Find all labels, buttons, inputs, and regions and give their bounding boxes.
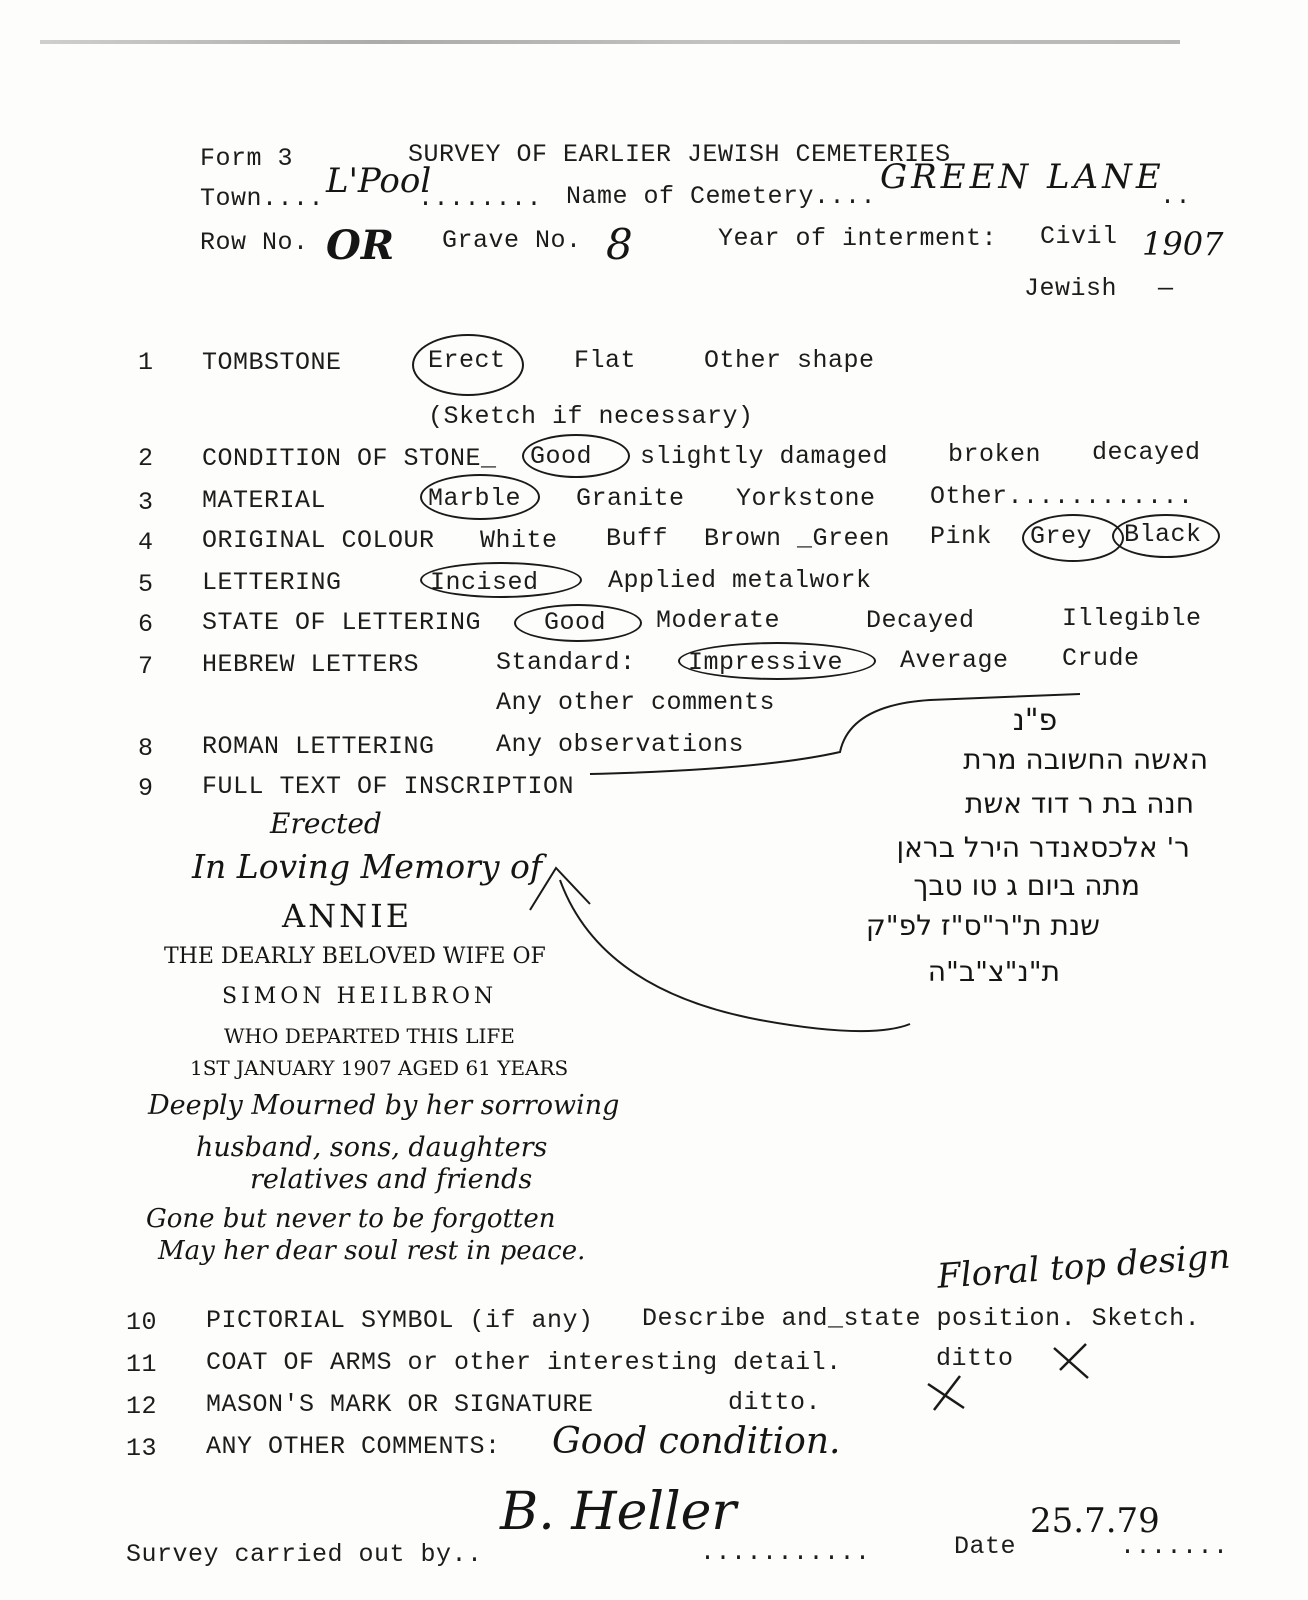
date-dots: .......	[1120, 1532, 1229, 1561]
item-9-label: FULL TEXT OF INSCRIPTION	[202, 772, 575, 801]
item-10-note: Describe and_state position. Sketch.	[642, 1304, 1201, 1333]
date-value: 25.7.79	[1030, 1501, 1160, 1541]
inscription-line-7: 1ST JANUARY 1907 AGED 61 YEARS	[190, 1056, 569, 1080]
inscription-line-2: In Loving Memory of	[192, 847, 543, 886]
jewish-value: —	[1158, 274, 1174, 303]
item-2-option-decayed: decayed	[1092, 438, 1201, 467]
inscription-line-1: Erected	[270, 807, 382, 840]
item-3-option-granite: Granite	[576, 484, 685, 513]
item-5-option-applied: Applied metalwork	[608, 566, 872, 595]
item-1-option-erect: Erect	[428, 346, 506, 375]
cemetery-value: GREEN LANE	[880, 157, 1165, 197]
item-3-option-yorkstone: Yorkstone	[736, 484, 876, 513]
item-13-handwritten: Good condition.	[552, 1421, 841, 1462]
inscription-line-9: husband, sons, daughters	[196, 1132, 548, 1163]
item-12-note: ditto.	[728, 1388, 822, 1417]
inscription-line-4: THE DEARLY BELOVED WIFE OF	[164, 944, 546, 969]
item-8-number: 8	[138, 734, 154, 763]
form-title: SURVEY OF EARLIER JEWISH CEMETERIES	[408, 140, 951, 169]
inscription-line-10: relatives and friends	[250, 1164, 533, 1195]
hebrew-line-6: שנת ת"ר"ס"ז לפ"ק	[865, 909, 1100, 942]
item-7-label: HEBREW LETTERS	[202, 650, 420, 679]
item-12-label: MASON'S MARK OR SIGNATURE	[206, 1390, 594, 1419]
item-6-option-decayed: Decayed	[866, 606, 975, 635]
inscription-line-5: SIMON HEILBRON	[222, 984, 498, 1009]
item-8-label: ROMAN LETTERING	[202, 732, 435, 761]
item-2-label: CONDITION OF STONE_	[202, 444, 497, 473]
item-1-option-other: Other shape	[704, 346, 875, 375]
jewish-label: Jewish	[1024, 274, 1118, 303]
item-1-note: (Sketch if necessary)	[428, 402, 754, 431]
survey-dots: ...........	[700, 1538, 871, 1567]
item-7-note: Any other comments	[496, 688, 776, 717]
date-label: Date	[954, 1532, 1017, 1561]
item-5-label: LETTERING	[202, 568, 342, 597]
item-4-label: ORIGINAL COLOUR	[202, 526, 435, 555]
hebrew-line-5: מתה ביום ג טו טבך	[913, 869, 1140, 902]
item-7-option-impressive: Impressive	[688, 648, 844, 677]
item-11-number: 11	[126, 1350, 158, 1379]
town-dots: ........	[418, 184, 543, 213]
item-4-option-grey: Grey	[1030, 522, 1093, 551]
civil-year-value: 1907	[1142, 225, 1224, 263]
item-7-option-average: Average	[900, 646, 1009, 675]
hebrew-line-1: פ"נ	[1012, 703, 1058, 738]
item-4-option-white: White	[480, 526, 558, 555]
arrow-head	[530, 868, 590, 910]
item-13-label: ANY OTHER COMMENTS:	[206, 1432, 501, 1461]
inscription-line-11: Gone but never to be forgotten	[146, 1204, 556, 1234]
inscription-line-8: Deeply Mourned by her sorrowing	[148, 1090, 620, 1121]
item-11-label: COAT OF ARMS or other interesting detail.	[206, 1348, 842, 1377]
item-1-number: 1	[138, 348, 154, 377]
inscription-line-3: ANNIE	[282, 897, 413, 935]
grave-value: 8	[606, 220, 633, 269]
item-6-label: STATE OF LETTERING	[202, 608, 482, 637]
item-6-number: 6	[138, 610, 154, 639]
item-12-number: 12	[126, 1392, 158, 1421]
item-2-option-slightly: slightly damaged	[640, 442, 889, 471]
item-2-number: 2	[138, 444, 154, 473]
inscription-line-6: WHO DEPARTED THIS LIFE	[224, 1024, 515, 1048]
item-11-note: ditto	[936, 1344, 1014, 1373]
survey-label: Survey carried out by..	[126, 1540, 483, 1569]
row-label: Row No.	[200, 228, 309, 257]
item-7-option-crude: Crude	[1062, 644, 1140, 673]
item-8-note: Any observations	[496, 730, 745, 759]
town-value: L'Pool	[326, 161, 432, 201]
cross-mark	[1054, 1344, 1088, 1378]
item-4-option-pink: Pink	[930, 522, 993, 551]
item-6-option-moderate: Moderate	[656, 606, 781, 635]
hebrew-line-3: חנה בת ר דוד אשת	[965, 787, 1194, 820]
row-value: OR	[326, 222, 395, 269]
item-3-number: 3	[138, 488, 154, 517]
grave-label: Grave No.	[442, 226, 582, 255]
hebrew-line-7: ת"נ"צ"ב"ה	[927, 955, 1060, 988]
item-1-label: TOMBSTONE	[202, 348, 342, 377]
cross-mark	[928, 1376, 964, 1410]
inscription-line-12: May her dear soul rest in peace.	[158, 1236, 586, 1266]
item-9-number: 9	[138, 774, 154, 803]
item-3-label: MATERIAL	[202, 486, 327, 515]
town-label: Town....	[200, 184, 325, 213]
item-5-number: 5	[138, 570, 154, 599]
item-1-option-flat: Flat	[574, 346, 637, 375]
civil-label: Civil	[1040, 222, 1118, 251]
item-3-option-marble: Marble	[428, 484, 522, 513]
pointer-line	[590, 694, 1080, 774]
item-2-option-broken: broken	[948, 440, 1042, 469]
item-4-option-buff: Buff	[606, 524, 669, 553]
hebrew-line-2: האשה החשובה מרת	[963, 743, 1208, 776]
hebrew-line-4: ר' אלכסאנדר הירל בראן	[896, 831, 1190, 864]
item-7-number: 7	[138, 652, 154, 681]
item-10-number: 10	[126, 1308, 158, 1337]
item-6-option-good: Good	[544, 608, 607, 637]
cemetery-dots: ..	[1160, 182, 1192, 211]
item-4-option-black: Black	[1124, 520, 1202, 549]
arrow-curve	[560, 880, 910, 1031]
item-10-handwritten: Floral top design	[935, 1236, 1232, 1297]
form-number: Form 3	[200, 144, 294, 173]
item-5-option-incised: Incised	[430, 568, 539, 597]
item-3-option-other: Other............	[930, 482, 1194, 511]
item-2-option-good: Good	[530, 442, 593, 471]
surveyor-signature: B. Heller	[500, 1482, 737, 1542]
item-13-number: 13	[126, 1434, 158, 1463]
item-4-number: 4	[138, 528, 154, 557]
cemetery-label: Name of Cemetery....	[566, 182, 877, 211]
item-4-option-brown-green: Brown _Green	[704, 524, 891, 553]
item-10-label: PICTORIAL SYMBOL (if any)	[206, 1306, 594, 1335]
year-label: Year of interment:	[718, 224, 998, 253]
item-7-standard-label: Standard:	[496, 648, 636, 677]
item-6-option-illegible: Illegible	[1062, 604, 1202, 633]
